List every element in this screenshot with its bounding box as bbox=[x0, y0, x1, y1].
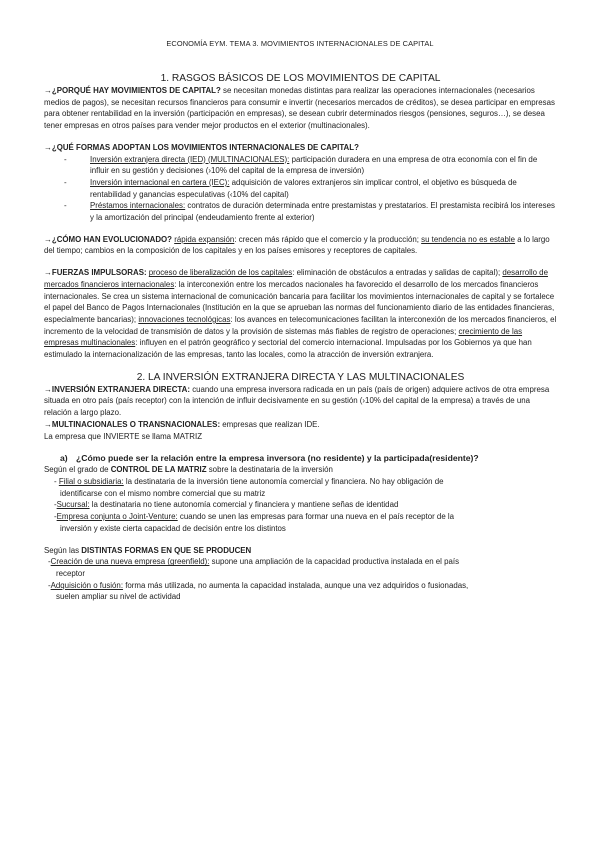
ied-heading: →INVERSIÓN EXTRANJERA DIRECTA: bbox=[44, 384, 190, 394]
control-intro-bold: CONTROL DE LA MATRIZ bbox=[110, 465, 207, 475]
matriz-note: La empresa que INVIERTE se llama MATRIZ bbox=[44, 431, 203, 441]
forms-heading: →¿QUÉ FORMAS ADOPTAN LOS MOVIMIENTOS INTERNACIONALES DE CAPITAL? bbox=[44, 142, 359, 152]
drivers-text-3: : los avances en telecomunicaciones facilitan la interconexión de los mercados financieros, el incremento de la velocidad de transmisión de datos y la provisión de sistemas más fiables de registro de operaciones; bbox=[44, 314, 557, 336]
section-2-title: 2. LA INVERSIÓN EXTRANJERA DIRECTA Y LAS MULTINACIONALES bbox=[136, 371, 465, 383]
drivers-text-4: : influyen en el patrón geográfico y sectorial del comercio internacional. Impulsadas por los Gobiernos ya que han estimulado la internacionalización de las empresas, tanto las locales, como la atracción de inversión extranjera. bbox=[44, 338, 532, 360]
forms-list-item bbox=[78, 154, 557, 177]
control-intro-pre: Según el grado de bbox=[44, 465, 111, 475]
drivers-text-2: : la interconexión entre los mercados nacionales ha favorecido el desarrollo de los mercados financieros internacionales. Se crea un sistema internacional de comunicación bancaria para facilitar los movimientos internacionales de capital y se fortalece el papel del Banco de Pagos Internacionales (Institución en la que se aprueban las normas del funcionamiento diario de las entidades financieras, especialmente bancarias); bbox=[44, 279, 555, 324]
paragraph-why bbox=[44, 85, 557, 132]
forms-intro-bold: DISTINTAS FORMAS EN QUE SE PRODUCEN bbox=[81, 545, 252, 555]
forms-item-text: supone una ampliación de la capacidad productiva instalada en el país bbox=[209, 557, 460, 567]
forms-intro-pre: Según las bbox=[44, 545, 82, 555]
multinationals-heading: →MULTINACIONALES O TRANSNACIONALES: bbox=[44, 419, 221, 429]
evolution-term-1: rápida expansión bbox=[174, 234, 235, 244]
ied-text: cuando una empresa inversora radicada en un país (país de origen) adquiere activos de otra empresa situada en otro país (país receptor) con la intención de influir decisivamente en su gestión (›10% del capital de la empresa) a través de una relación a largo plazo. bbox=[44, 384, 550, 418]
forms-item-text: adquisición de valores extranjeros sin implicar control, el objetivo es búsqueda de rentabilidad y ganancias especulativas (‹10% del capital) bbox=[90, 177, 517, 199]
control-intro-post: sobre la destinataria de la inversión bbox=[206, 465, 333, 475]
paragraph-drivers bbox=[44, 267, 557, 361]
forms-item-dash: - bbox=[48, 557, 51, 567]
control-item-term: Filial o subsidiaria: bbox=[58, 476, 124, 486]
forms-intro bbox=[44, 545, 557, 557]
forms-item-term: Inversión internacional en cartera (IEC): bbox=[90, 177, 230, 187]
subsection-a-label: a) bbox=[60, 453, 68, 464]
control-item bbox=[44, 476, 557, 499]
control-item-text: la destinataria de la inversión tiene autonomía comercial y financiera. No hay obligación de bbox=[123, 476, 444, 486]
paragraph-why-heading: →¿PORQUÉ HAY MOVIMIENTOS DE CAPITAL? bbox=[44, 86, 221, 95]
paragraph-multinationals bbox=[44, 419, 557, 431]
forms-item-term: Creación de una nueva empresa (greenfield): bbox=[50, 557, 210, 567]
forms-item-continuation: suelen ampliar su nivel de actividad bbox=[56, 592, 181, 602]
forms-list-item bbox=[78, 177, 557, 200]
forms-item-text: forma más utilizada, no aumenta la capacidad instalada, aunque una vez adquiridos o fusionadas, bbox=[123, 580, 469, 590]
control-item bbox=[44, 499, 557, 511]
evolution-text-2: a lo largo del tiempo; cambios en la composición de los capitales y en los países emisores y receptores de capitales. bbox=[44, 234, 550, 256]
drivers-text-1: : eliminación de obstáculos a entradas y salidas de capital); bbox=[292, 268, 503, 278]
forms-item-dash: - bbox=[48, 580, 51, 590]
control-item-dash: - bbox=[54, 500, 57, 510]
evolution-text-1: : crecen más rápido que el comercio y la producción; bbox=[234, 234, 422, 244]
paragraph-why-text: se necesitan monedas distintas para realizar las operaciones internacionales (necesarios medios de pagos), se necesitan recursos financieros para consumir e invertir (necesarios mercados de créditos), se desea participar en empresas para obtener rentabilidad en la inversión (participación en empresas), se desean cubrir determinados riesgos (pensiones, seguros…), se desea tener empresas en otros países para vender mejor productos en el exterior (multinacionales). bbox=[44, 86, 555, 131]
drivers-term-2: desarrollo de mercados financieros internacionales bbox=[44, 268, 548, 289]
control-item-dash: - bbox=[54, 512, 57, 522]
forms-item-term: Adquisición o fusión: bbox=[50, 580, 124, 590]
control-item-continuation: inversión y existe cierta capacidad de decisión entre los distintos bbox=[60, 523, 286, 533]
control-item-term: Empresa conjunta o Joint-Venture: bbox=[56, 512, 178, 522]
evolution-heading: →¿CÓMO HAN EVOLUCIONADO? bbox=[44, 234, 172, 244]
forms-item-continuation: receptor bbox=[56, 568, 85, 578]
forms-item bbox=[44, 580, 557, 603]
drivers-term-1: proceso de liberalización de los capitales bbox=[148, 268, 293, 278]
forms-list-item bbox=[78, 200, 557, 223]
control-item-text: cuando se unen las empresas para formar una nueva en el país receptor de la bbox=[177, 512, 455, 522]
forms-item bbox=[44, 556, 557, 579]
document-body bbox=[44, 72, 557, 603]
forms-item-text: contratos de duración determinada entre prestamistas y prestatarios. El prestamista recibirá los intereses y la amortización del principal (endeudamiento frente al exterior) bbox=[90, 201, 555, 223]
drivers-term-4: crecimiento de las empresas multinacionales bbox=[44, 326, 523, 348]
paragraph-evolution bbox=[44, 234, 557, 257]
control-item-dash: - bbox=[54, 476, 59, 486]
control-item-term: Sucursal: bbox=[56, 500, 90, 510]
subsection-a-title bbox=[44, 452, 557, 464]
subsection-a-text: ¿Cómo puede ser la relación entre la empresa inversora (no residente) y la participada(residente)? bbox=[76, 453, 479, 464]
forms-item-term: Inversión extranjera directa (IED) (MULTINACIONALES): bbox=[90, 154, 290, 164]
control-intro bbox=[44, 464, 557, 476]
section-1-title: 1. RASGOS BÁSICOS DE LOS MOVIMIENTOS DE CAPITAL bbox=[160, 73, 441, 84]
evolution-term-2: su tendencia no es estable bbox=[421, 234, 516, 244]
drivers-term-3: innovaciones tecnológicas bbox=[138, 314, 231, 324]
page-header: ECONOMÍA EYM. TEMA 3. MOVIMIENTOS INTERNACIONALES DE CAPITAL bbox=[166, 39, 434, 48]
forms-item-term: Préstamos internacionales: bbox=[90, 201, 186, 211]
control-item-text: la destinataria no tiene autonomía comercial y financiera y mantiene señas de identidad bbox=[89, 500, 399, 510]
control-item-continuation: identificarse con el mismo nombre comercial que su matriz bbox=[60, 488, 266, 498]
control-item bbox=[44, 511, 557, 534]
drivers-heading: →FUERZAS IMPULSORAS: bbox=[44, 268, 147, 278]
paragraph-ied bbox=[44, 384, 557, 419]
multinationals-text: empresas que realizan IDE. bbox=[220, 419, 320, 429]
forms-list bbox=[44, 154, 557, 224]
forms-item-text: participación duradera en una empresa de otra economía con el fin de influir en su gestión y decisiones (›10% del capital de la empresa de inversión) bbox=[90, 154, 538, 176]
